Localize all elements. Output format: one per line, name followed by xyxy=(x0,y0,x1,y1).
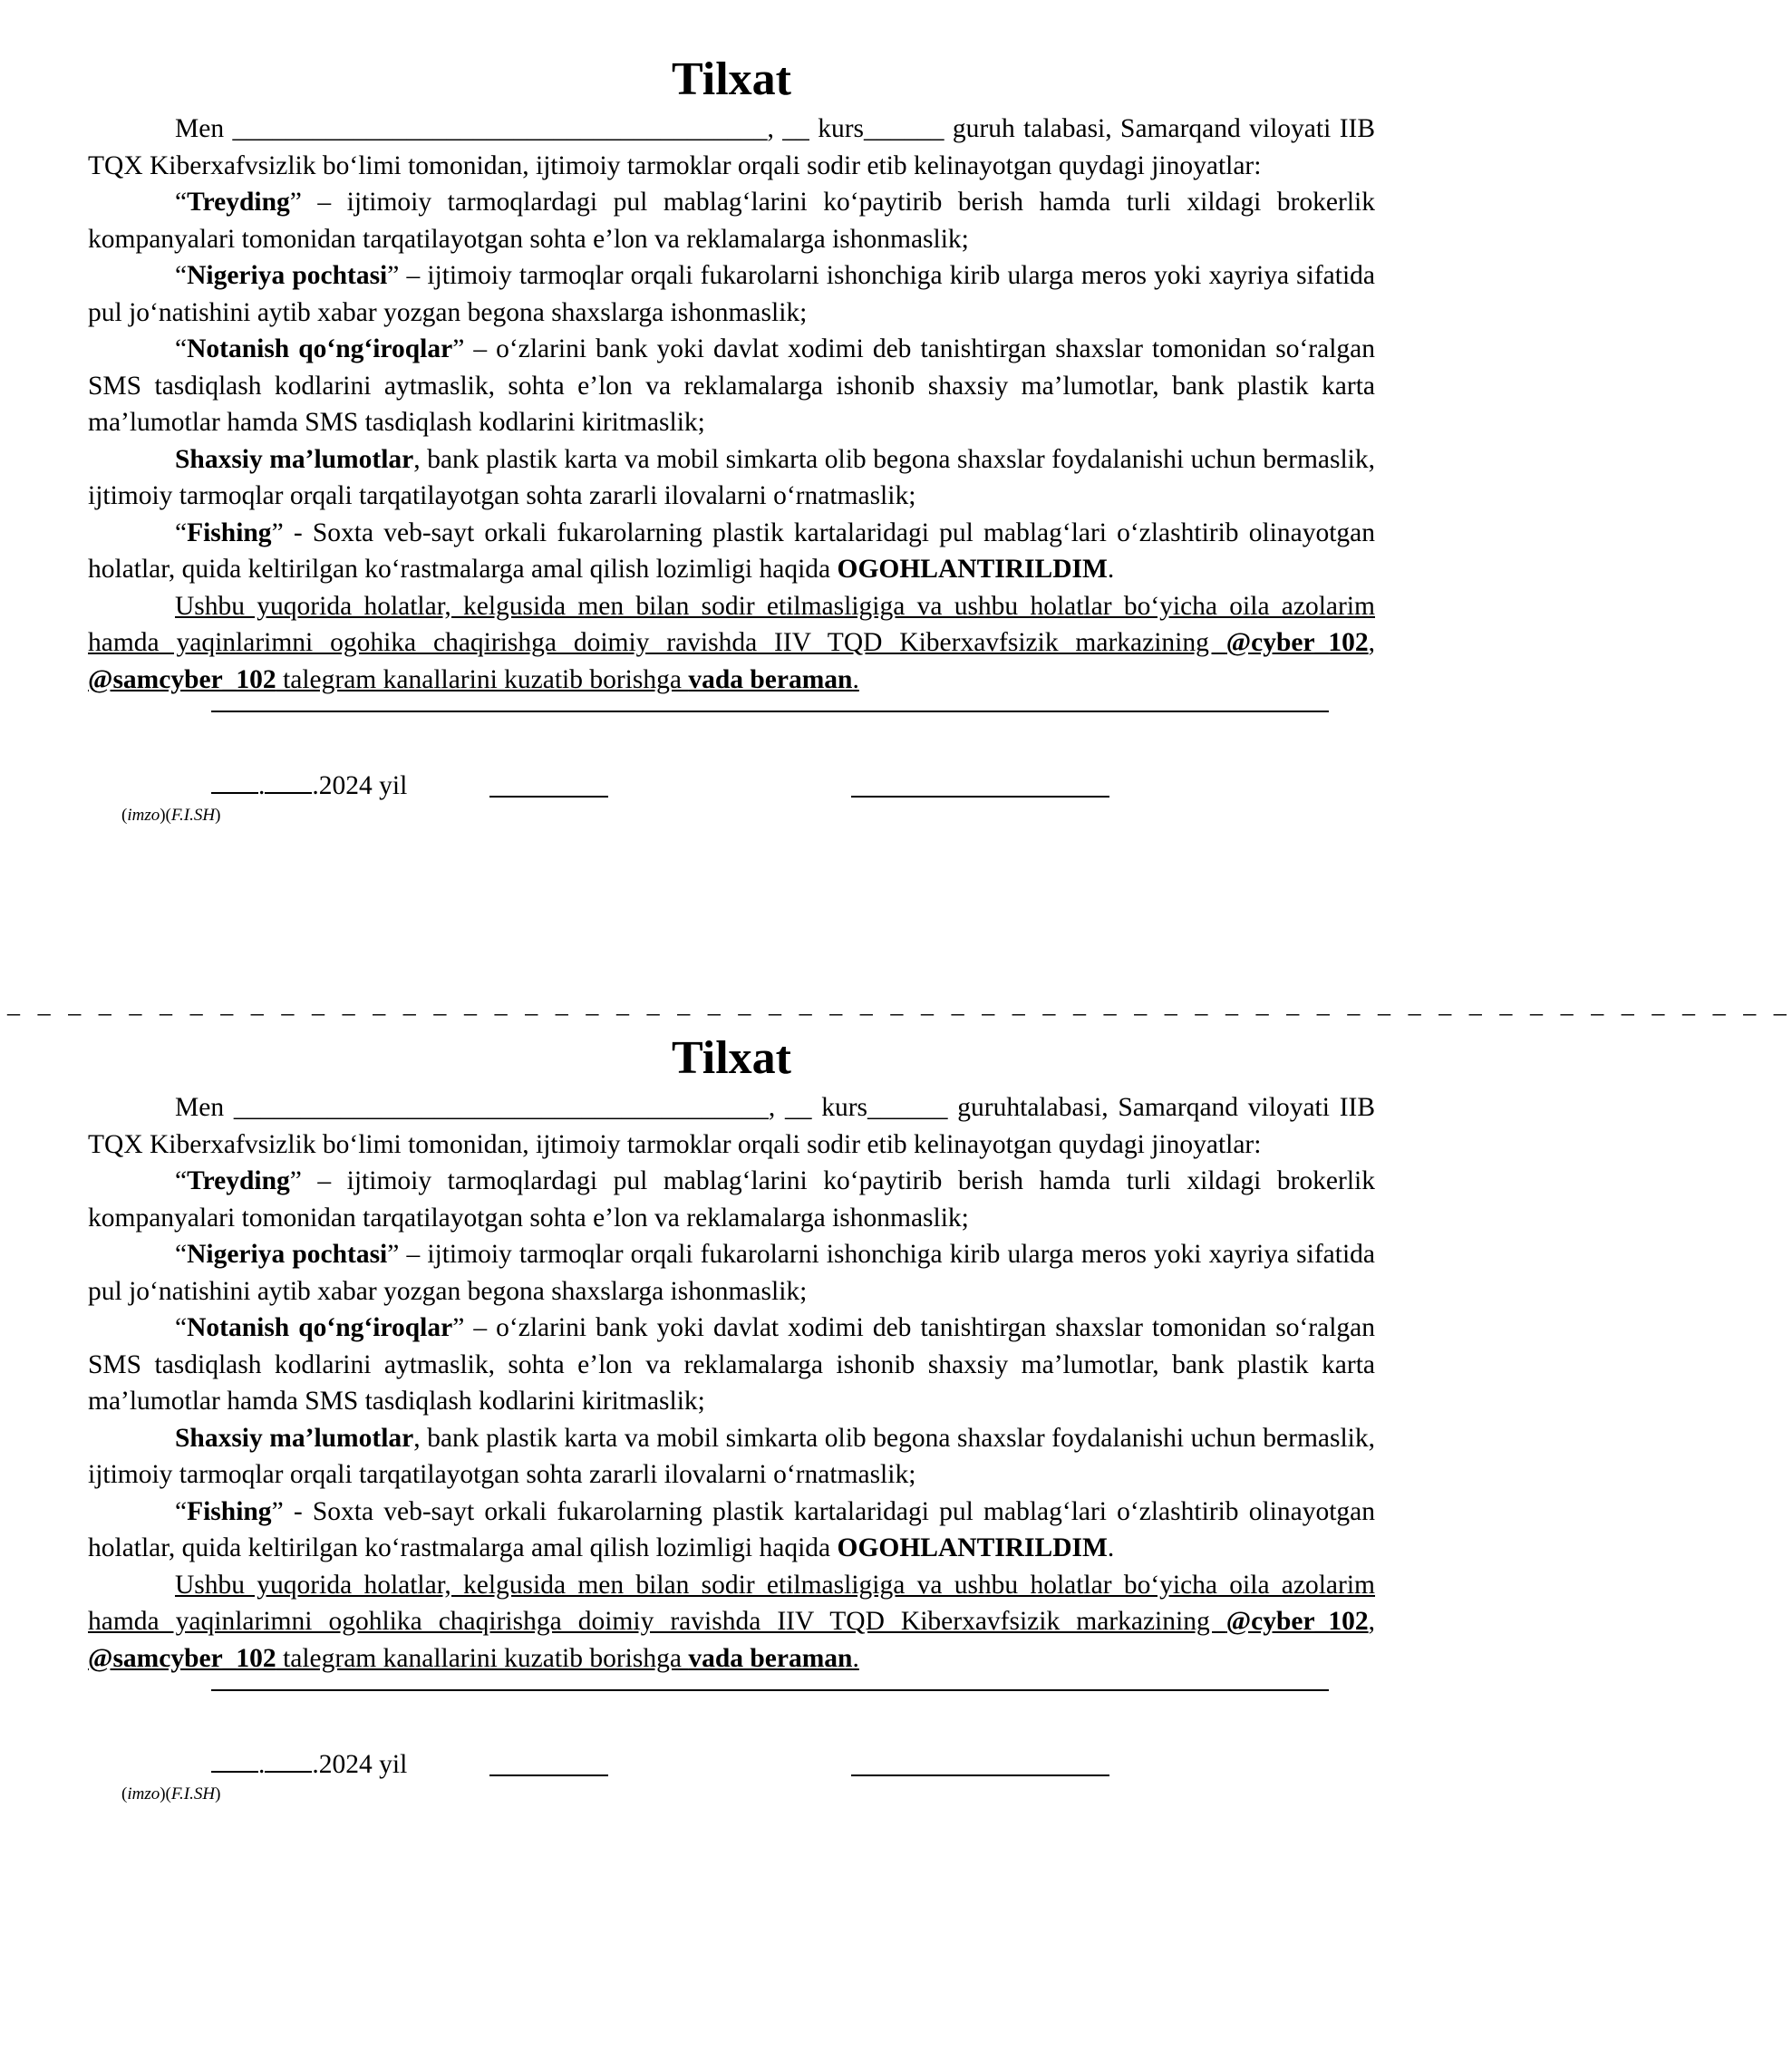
date-dot: . xyxy=(258,771,266,800)
item-notanish xyxy=(88,331,1375,441)
item-title: Notanish qo‘ng‘iroqlar xyxy=(187,334,453,363)
caption-imzo: imzo xyxy=(127,806,160,825)
intro-text: guruhtalabasi, Samarqand viloyati IIB TQX Kiberxafvsizlik bo‘limi tomonidan, ijtimoiy tarmoklar orqali sodir etib kelinayotgan quydagi jinoyatlar: xyxy=(88,1093,1376,1159)
name-blank: ________________________________________ xyxy=(233,1093,769,1122)
men-label: Men xyxy=(175,1093,225,1122)
item-title: Nigeriya pochtasi xyxy=(187,261,388,290)
promise-label: vada beraman xyxy=(688,1643,853,1673)
item-title: Treyding xyxy=(187,1166,290,1195)
date-year: .2024 yil xyxy=(312,771,408,800)
separator: , xyxy=(1368,1607,1375,1636)
men-label: Men xyxy=(175,114,225,143)
intro-paragraph xyxy=(88,1089,1375,1163)
caption-fish: F.I.SH xyxy=(170,1784,216,1803)
pledge-paragraph xyxy=(88,588,1375,699)
signature-rule xyxy=(211,711,1329,712)
date-field[interactable] xyxy=(211,765,407,804)
item-title: Notanish qo‘ng‘iroqlar xyxy=(187,1313,453,1342)
month-blank xyxy=(265,1744,312,1773)
pledge-paragraph xyxy=(88,1567,1375,1678)
pledge-text: Ushbu yuqorida holatlar, kelgusida men bilan sodir etilmasligiga va ushbu holatlar bo‘yicha oila azolarim hamda yaqinlarimni ogohlika chaqirishga doimiy ravishda IIV TQD Kiberxavfsizik markazining xyxy=(88,1570,1375,1636)
channel-handle-1: @cyber_102 xyxy=(1225,1607,1369,1636)
item-fishing xyxy=(88,1494,1375,1567)
date-year: .2024 yil xyxy=(312,1750,408,1779)
period: . xyxy=(1107,1533,1115,1562)
separator: , xyxy=(1368,628,1375,657)
item-title: Fishing xyxy=(187,1496,272,1526)
item-text: ” – ijtimoiy tarmoqlar orqali fukarolarni ishonchiga kirib ularga meros yoki xayriya sifatida pul jo‘natishini aytib xabar yozgan begona shaxslarga ishonmaslik; xyxy=(88,1240,1376,1306)
signature-row xyxy=(88,1744,1375,1780)
cut-line: _ _ _ _ _ _ _ _ _ _ _ _ _ _ _ _ _ _ _ _ _ _ _ _ _ _ _ _ _ _ _ _ _ _ _ _ _ _ _ _ _ _ _ _ _ _ _ _ _ _ _ _ _ _ _ _ _ _ _ xyxy=(7,991,1792,1019)
document-title: Tilxat xyxy=(672,53,791,105)
date-dot: . xyxy=(258,1750,266,1779)
course-blank: , __ xyxy=(768,1093,822,1122)
item-fishing xyxy=(88,515,1375,588)
item-text: ” – ijtimoiy tarmoqlar orqali fukarolarni ishonchiga kirib ularga meros yoki xayriya sifatida pul jo‘natishini aytib xabar yozgan begona shaxslarga ishonmaslik; xyxy=(88,261,1376,327)
item-shaxsiy xyxy=(88,1420,1375,1494)
quote-open: “ xyxy=(175,334,188,363)
pledge-text: Ushbu yuqorida holatlar, kelgusida men bilan sodir etilmasligiga va ushbu holatlar bo‘yicha oila azolarim hamda yaqinlarimni ogohika chaqirishga doimiy ravishda IIV TQD Kiberxavfsizik markazining xyxy=(88,591,1375,657)
item-treyding xyxy=(88,1163,1375,1236)
caption-fish: F.I.SH xyxy=(170,806,216,825)
quote-open: “ xyxy=(175,1166,188,1195)
quote-open: “ xyxy=(175,1496,188,1526)
item-text: ” – ijtimoiy tarmoqlardagi pul mablag‘larini ko‘paytirib berish hamda turli xildagi brokerlik kompanyalari tomonidan tarqatilayotgan sohta e’lon va reklamalarga ishonmaslik; xyxy=(88,1166,1375,1233)
item-text: , bank plastik karta va mobil simkarta olib begona shaxslar foydalanishi uchun bermaslik, ijtimoiy tarmoqlar orqali tarqatilayotgan sohta zararli ilovalarni o‘rnatmaslik; xyxy=(88,444,1375,510)
item-text: ” – o‘zlarini bank yoki davlat xodimi deb tanishtirgan shaxslar tomonidan so‘ralgan SMS tasdiqlash kodlarini aytmaslik, sohta e’lon va reklamalarga ishonib shaxsiy ma’lumotlar, bank plastik karta ma’lumotlar hamda SMS tasdiqlash kodlarini kiritmaslik; xyxy=(88,1313,1376,1416)
signature-caption: (imzo)(F.I.SH) xyxy=(121,1784,221,1803)
item-title: Nigeriya pochtasi xyxy=(187,1240,388,1269)
item-text: ” – o‘zlarini bank yoki davlat xodimi deb tanishtirgan shaxslar tomonidan so‘ralgan SMS tasdiqlash kodlarini aytmaslik, sohta e’lon va reklamalarga ishonib shaxsiy ma’lumotlar, bank plastik karta ma’lumotlar hamda SMS tasdiqlash kodlarini kiritmaslik; xyxy=(88,334,1376,437)
receipt-copy-1 xyxy=(88,53,1375,827)
quote-open: “ xyxy=(175,261,188,290)
period: . xyxy=(1107,555,1115,584)
warned-label: OGOHLANTIRILDIM xyxy=(837,1533,1108,1562)
name-blank: ________________________________________ xyxy=(232,114,768,143)
period: . xyxy=(852,1643,859,1673)
signature-blank[interactable] xyxy=(489,1747,608,1776)
date-field[interactable] xyxy=(211,1744,407,1783)
intro-paragraph xyxy=(88,111,1375,184)
quote-open: “ xyxy=(175,1240,188,1269)
item-shaxsiy xyxy=(88,441,1375,515)
channel-handle-1: @cyber_102 xyxy=(1225,628,1369,657)
document-title: Tilxat xyxy=(672,1032,791,1084)
signature-blank[interactable] xyxy=(489,769,608,798)
period: . xyxy=(852,664,859,694)
quote-open: “ xyxy=(175,517,188,547)
quote-open: “ xyxy=(175,188,188,217)
day-blank xyxy=(211,1744,258,1773)
quote-open: “ xyxy=(175,1313,188,1342)
caption-imzo: imzo xyxy=(127,1784,160,1803)
channel-handle-2: @samcyber_102 xyxy=(88,664,276,694)
item-text: ” – ijtimoiy tarmoqlardagi pul mablag‘larini ko‘paytirib berish hamda turli xildagi brokerlik kompanyalari tomonidan tarqatilayotgan sohta e’lon va reklamalarga ishonmaslik; xyxy=(88,188,1375,254)
receipt-copy-2 xyxy=(88,1031,1375,1805)
promise-label: vada beraman xyxy=(688,664,853,694)
kurs-label: kurs______ xyxy=(821,1093,948,1122)
intro-text: guruh talabasi, Samarqand viloyati IIB TQX Kiberxafvsizlik bo‘limi tomonidan, ijtimoiy tarmoklar orqali sodir etib kelinayotgan quydagi jinoyatlar: xyxy=(88,114,1376,180)
day-blank xyxy=(211,765,258,794)
item-treyding xyxy=(88,184,1375,257)
course-blank: , __ xyxy=(767,114,819,143)
signature-row xyxy=(88,765,1375,801)
item-title: Shaxsiy ma’lumotlar xyxy=(175,1423,414,1453)
item-text: , bank plastik karta va mobil simkarta olib begona shaxslar foydalanishi uchun bermaslik, ijtimoiy tarmoqlar orqali tarqatilayotgan sohta zararli ilovalarni o‘rnatmaslik; xyxy=(88,1423,1375,1489)
item-title: Shaxsiy ma’lumotlar xyxy=(175,444,414,474)
item-nigeriya xyxy=(88,257,1375,331)
pledge-mid: talegram kanallarini kuzatib borishga xyxy=(276,664,689,694)
warned-label: OGOHLANTIRILDIM xyxy=(837,555,1108,584)
item-nigeriya xyxy=(88,1236,1375,1310)
item-notanish xyxy=(88,1310,1375,1420)
kurs-label: kurs______ xyxy=(818,114,944,143)
channel-handle-2: @samcyber_102 xyxy=(88,1643,276,1673)
item-text: ” - Soxta veb-sayt orkali fukarolarning plastik kartalaridagi pul mablag‘lari o‘zlashtirib olinayotgan holatlar, quida keltirilgan ko‘rastmalarga amal qilish lozimligi haqida xyxy=(88,1496,1375,1562)
signature-caption: (imzo)(F.I.SH) xyxy=(121,806,221,825)
item-title: Fishing xyxy=(187,517,272,547)
full-name-blank[interactable] xyxy=(851,769,1109,798)
item-text: ” - Soxta veb-sayt orkali fukarolarning plastik kartalaridagi pul mablag‘lari o‘zlashtirib olinayotgan holatlar, quida keltirilgan ko‘rastmalarga amal qilish lozimligi haqida xyxy=(88,517,1375,584)
full-name-blank[interactable] xyxy=(851,1747,1109,1776)
signature-rule xyxy=(211,1689,1329,1691)
pledge-mid: talegram kanallarini kuzatib borishga xyxy=(276,1643,689,1673)
item-title: Treyding xyxy=(187,188,290,217)
month-blank xyxy=(265,765,312,794)
